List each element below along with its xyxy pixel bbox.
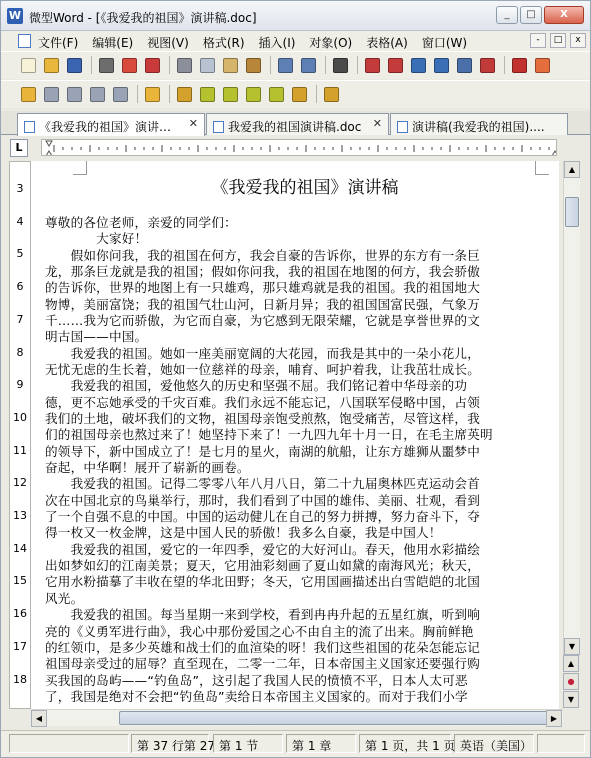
document-line[interactable]: 们的祖国母亲也熬过来了！她坚持下来了！一九四九年十月一日，在毛主席英明 [45, 427, 493, 443]
bookmark-button[interactable] [18, 84, 38, 104]
document-line[interactable]: 亮的《义勇军进行曲》，我心中那份爱国之心不由自主的流了出来。胸前鲜艳 [45, 623, 474, 639]
status-page: 第 1 页，共 1 页 [359, 734, 451, 753]
status-bar [1, 730, 590, 757]
status-chapter: 第 1 章 [286, 734, 356, 753]
previous-page-button[interactable]: ▲ [563, 655, 579, 672]
print-preview-button[interactable] [119, 55, 139, 75]
mark4-button[interactable] [266, 84, 286, 104]
shapes-button[interactable] [87, 84, 107, 104]
next-page-button[interactable]: ▼ [563, 691, 579, 708]
vertical-scrollbar[interactable] [563, 161, 580, 655]
ruler-number: 11 [13, 443, 27, 457]
select-browse-object-button[interactable]: ● [563, 673, 579, 690]
view2-icon [434, 58, 449, 73]
menu-object[interactable]: 对象(O) [309, 36, 353, 50]
ruler-number: 14 [13, 541, 27, 555]
document-line[interactable]: 德，更不忘她承受的千灾百难。我们永远不能忘记，八国联军侵略中国，占领 [45, 394, 480, 410]
remove-icon [67, 87, 82, 102]
mark3-icon [246, 87, 261, 102]
save-button[interactable] [64, 55, 84, 75]
toolbar-separator [357, 56, 358, 74]
tab-document-1[interactable] [17, 113, 205, 136]
document-icon [213, 121, 224, 133]
document-line[interactable]: 它用水粉描摹了丰收在望的华北田野；冬天，它用国画描述出白雪皑皑的北国 [45, 574, 480, 590]
doc-minimize-button[interactable]: - [530, 33, 546, 48]
zoom-icon [457, 58, 472, 73]
document-icon[interactable] [18, 34, 31, 48]
browse-buttons [563, 655, 580, 709]
insert-table-button[interactable] [362, 55, 382, 75]
format-painter-icon [246, 58, 261, 73]
ruler-number: 10 [13, 410, 27, 424]
new-document-button[interactable] [18, 55, 38, 75]
menu-format[interactable]: 格式(R) [202, 36, 245, 50]
active-tool-icon [145, 87, 160, 102]
redo-icon [301, 58, 316, 73]
tab-document-3[interactable] [390, 113, 568, 135]
first-line-indent-marker[interactable] [46, 141, 52, 146]
shapes2-icon [113, 87, 128, 102]
copy-icon [200, 58, 215, 73]
scroll-left-button[interactable]: ◀ [31, 710, 47, 727]
menu-insert[interactable]: 插入(I) [258, 36, 296, 50]
close-button[interactable]: X [544, 6, 584, 24]
document-line[interactable]: 千……我为它而骄傲，为它而自豪，为它感到无限荣耀，它就是享誉世界的文 [45, 313, 480, 329]
horizontal-ruler[interactable] [41, 139, 557, 156]
scroll-up-button[interactable]: ▲ [564, 161, 580, 178]
doc-restore-button[interactable]: □ [550, 33, 566, 48]
document-line[interactable]: 次在中国北京的鸟巢举行，那时，我们看到了中国的雄伟、美丽、壮观，看到 [45, 492, 480, 508]
open-folder-button[interactable] [41, 55, 61, 75]
document-line[interactable]: 我爱我的祖国。记得二零零八年八月八日，第二十九届奥林匹克运动会首 [45, 476, 480, 492]
toolbar-separator [270, 56, 271, 74]
toolbar-separator [504, 56, 505, 74]
document-icon [24, 121, 35, 133]
document-line[interactable]: 我爱我的祖国。她如一座美丽宽阔的大花园，而我是其中的一朵小花儿， [45, 345, 480, 361]
new-document-icon [21, 58, 36, 73]
document-line[interactable]: 我们的土地，破坏我们的文物，祖国母亲饱受煎熬，饱受痛苦，尽管这样，我 [45, 411, 480, 427]
bookmark-icon [21, 87, 36, 102]
mark3-button[interactable] [243, 84, 263, 104]
ruler-ticks [42, 140, 557, 156]
mark4-icon [269, 87, 284, 102]
document-line[interactable]: 物博，美丽富饶；我的祖国气壮山河，日新月异；我的祖国国富民强，气象万 [45, 296, 480, 312]
menu-table[interactable]: 表格(A) [366, 36, 408, 50]
document-line[interactable]: 奋起，中华啊！展开了崭新的画卷。 [45, 460, 250, 476]
review-button[interactable] [321, 84, 341, 104]
document-line[interactable]: 的红领巾，是多少英雄和战士们的血渲染的呀！我们这些祖国的花朵怎能忘记 [45, 639, 480, 655]
paste-icon [223, 58, 238, 73]
menu-file[interactable]: 文件(F) [38, 36, 79, 50]
horizontal-scrollbar[interactable] [31, 709, 563, 726]
tab-document-2[interactable] [206, 113, 389, 135]
document-line[interactable]: 买我国的岛屿——“钓鱼岛”，这引起了我国人民的愤愤不平，日本人太可恶 [45, 672, 468, 688]
menu-view[interactable]: 视图(V) [147, 36, 189, 50]
review-icon [324, 87, 339, 102]
save-icon [67, 58, 82, 73]
format-painter-button[interactable] [243, 55, 263, 75]
ruler-number: 17 [13, 639, 27, 653]
vertical-ruler[interactable] [9, 161, 31, 709]
ruler-number: 16 [13, 607, 27, 621]
toolbar-separator [316, 85, 317, 103]
ruler-number: 6 [16, 280, 24, 294]
notes-button[interactable] [289, 84, 309, 104]
document-line[interactable]: 龙，那条巨龙就是我的祖国；假如你问我，我的祖国在地图的何方，我会骄傲 [45, 264, 480, 280]
find-icon [333, 58, 348, 73]
insert-page-button[interactable] [385, 55, 405, 75]
insert-table-icon [365, 58, 380, 73]
insert-symbol-icon [535, 58, 550, 73]
shapes2-button[interactable] [110, 84, 130, 104]
document-icon [397, 121, 408, 133]
menu-window[interactable]: 窗口(W) [421, 36, 468, 50]
document-line[interactable]: 了一个自强不息的中国。中国的运动健儿在自己的努力拼搏，努力奋斗下，夺 [45, 509, 480, 525]
export-pdf-button[interactable] [142, 55, 162, 75]
notes-icon [292, 87, 307, 102]
right-indent-marker[interactable] [552, 151, 557, 156]
markup-toolbar [1, 80, 590, 108]
close-icon[interactable]: ✕ [188, 117, 198, 130]
status-section: 第 1 节 [213, 734, 283, 753]
active-tool-button[interactable] [142, 84, 162, 104]
toolbar-separator [325, 56, 326, 74]
cut-icon [177, 58, 192, 73]
edit-button[interactable] [41, 84, 61, 104]
tab-label: 《我爱我的祖国》演讲… [39, 120, 172, 134]
close-icon[interactable]: ✕ [372, 117, 382, 130]
tab-stop-selector[interactable]: L [10, 139, 28, 157]
cut-button[interactable] [174, 55, 194, 75]
scroll-down-button[interactable]: ▼ [564, 638, 580, 655]
shapes-icon [90, 87, 105, 102]
ruler-number: 13 [13, 509, 27, 522]
document-line[interactable]: 尊敬的各位老师，亲爱的同学们： [45, 215, 237, 230]
document-title: 《我爱我的祖国》演讲稿 [211, 178, 399, 198]
scroll-right-button[interactable]: ▶ [546, 710, 562, 727]
document-line[interactable]: 风光。 [45, 590, 84, 606]
document-line[interactable]: 的领导下，新中国成立了！是七月的星火，南湖的航船，让东方雄狮从噩梦中 [45, 443, 480, 459]
ruler-number: 4 [16, 214, 24, 228]
view-icon [411, 58, 426, 73]
highlight-icon [177, 87, 192, 102]
undo-button[interactable] [275, 55, 295, 75]
document-line[interactable]: 大家好！ [45, 231, 148, 247]
copy-button[interactable] [197, 55, 217, 75]
status-language: 英语（美国） [454, 734, 534, 753]
document-line[interactable]: 得一枚又一枚金牌，这是中国人民的骄傲！我多么自豪，我是中国人！ [45, 525, 442, 541]
toolbar-separator [137, 85, 138, 103]
standard-toolbar [1, 51, 590, 79]
view-button[interactable] [408, 55, 428, 75]
font-color-button[interactable] [509, 55, 529, 75]
redo-button[interactable] [298, 55, 318, 75]
print-preview-icon [122, 58, 137, 73]
toolbar-separator [91, 56, 92, 74]
document-window-controls [530, 33, 586, 48]
toolbar-separator [169, 56, 170, 74]
markup-toolbar-buttons [18, 84, 344, 104]
insert-symbol-button[interactable] [532, 55, 552, 75]
document-line[interactable]: 无忧无虑的生长着，她如一位慈祥的母亲，哺育、呵护着我，让我茁壮成长。 [45, 362, 480, 378]
document-area[interactable] [31, 161, 559, 709]
zoom-button[interactable] [454, 55, 474, 75]
document-line[interactable]: 了，我国是绝对不会把“钓鱼岛”卖给日本帝国主义国家的。而对于我们小学 [45, 688, 468, 704]
ruler-number: 7 [16, 312, 24, 326]
highlight-button[interactable] [174, 84, 194, 104]
word-app-icon[interactable]: W [8, 9, 22, 22]
print-button[interactable] [96, 55, 116, 75]
special-icon [480, 58, 495, 73]
title-bar[interactable] [1, 1, 590, 31]
ruler-number: 18 [13, 672, 27, 686]
status-extra [537, 734, 585, 753]
insert-page-icon [388, 58, 403, 73]
document-line[interactable]: 出如梦如幻的江南美景；夏天，它用油彩刻画了夏山如黛的南海风光；秋天， [45, 558, 480, 574]
document-line[interactable]: 假如你问我，我的祖国在何方，我会自豪的告诉你，世界的东方有一条巨 [45, 247, 480, 263]
hanging-indent-marker[interactable] [46, 151, 52, 156]
ruler-number: 15 [13, 574, 27, 588]
document-tabs [1, 111, 590, 135]
status-position: 第 37 行第 27 [131, 734, 209, 753]
find-button[interactable] [330, 55, 350, 75]
horizontal-scroll-thumb[interactable] [119, 711, 555, 725]
mark2-icon [223, 87, 238, 102]
undo-icon [278, 58, 293, 73]
tab-label: 我爱我的祖国演讲稿.doc [228, 120, 362, 134]
font-color-icon [512, 58, 527, 73]
doc-close-button[interactable]: x [570, 33, 586, 48]
document-line[interactable]: 我爱我的祖国。每当星期一来到学校，看到冉冉升起的五星红旗，听到响 [45, 607, 480, 623]
document-line[interactable]: 的告诉你，世界的地图上有一只雄鸡，那只雄鸡就是我的祖国。我的祖国地大 [45, 280, 480, 296]
edit-icon [44, 87, 59, 102]
ruler-number: 12 [13, 476, 27, 490]
menu-bar [1, 31, 590, 51]
export-pdf-icon [145, 58, 160, 73]
document-line[interactable]: 祖国母亲受过的屈辱？直至现在，二零一二年，日本帝国主义国家还要强行购 [45, 656, 480, 672]
ruler-number: 3 [16, 182, 24, 195]
window-controls [496, 6, 584, 24]
mark-button[interactable] [197, 84, 217, 104]
ruler-number: 9 [16, 378, 24, 392]
special-button[interactable] [477, 55, 497, 75]
maximize-button[interactable]: □ [520, 6, 542, 24]
document-line[interactable]: 我爱我的祖国，爱他悠久的历史和坚强不屈。我们铭记着中华母亲的功 [45, 378, 468, 394]
minimize-button[interactable]: _ [496, 6, 518, 24]
ruler-number: 8 [16, 345, 24, 359]
window-title: 微型Word - [《我爱我的祖国》演讲稿.doc] [29, 11, 257, 25]
scroll-thumb[interactable] [565, 197, 579, 227]
mark2-button[interactable] [220, 84, 240, 104]
menu-items [38, 34, 481, 51]
document-line[interactable]: 明古国——中国。 [45, 329, 148, 345]
menu-edit[interactable]: 编辑(E) [92, 36, 134, 50]
print-icon [99, 58, 114, 73]
paste-button[interactable] [220, 55, 240, 75]
ruler-number: 5 [16, 247, 24, 261]
standard-toolbar-buttons [18, 55, 555, 75]
open-folder-icon [44, 58, 59, 73]
tab-label: 演讲稿(我爱我的祖国).... [412, 120, 545, 134]
status-empty [9, 734, 129, 753]
remove-button[interactable] [64, 84, 84, 104]
mark-icon [200, 87, 215, 102]
document-line[interactable]: 我爱我的祖国，爱它的一年四季，爱它的大好河山。春天，他用水彩描绘 [45, 541, 480, 557]
toolbar-separator [169, 85, 170, 103]
view2-button[interactable] [431, 55, 451, 75]
